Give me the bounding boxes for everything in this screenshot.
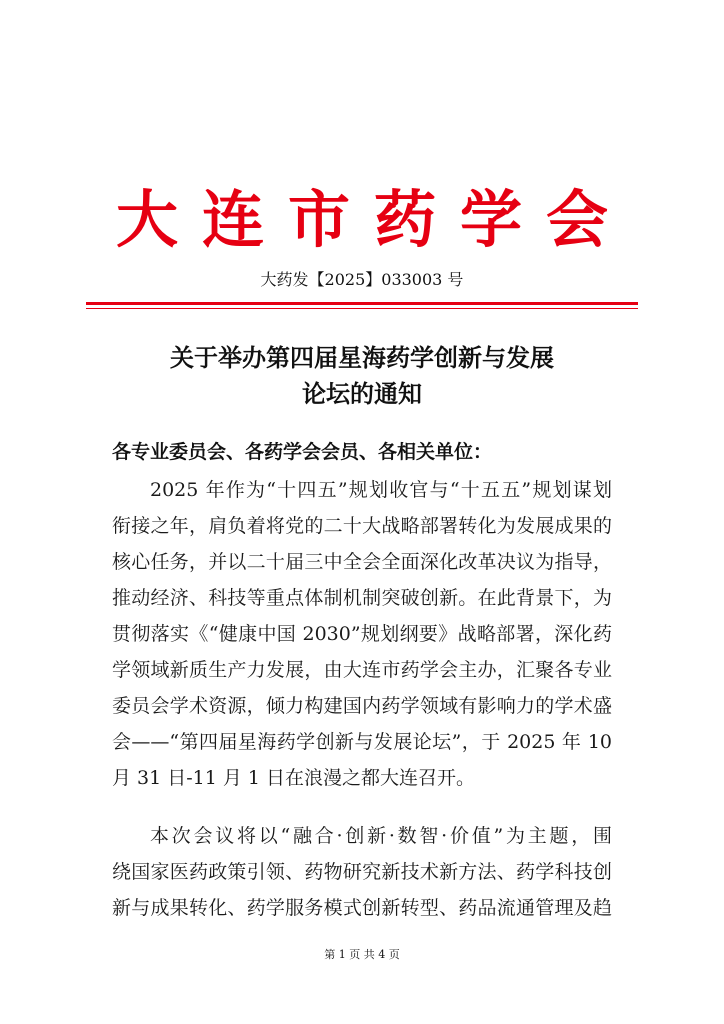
paragraph-line: 会——“第四届星海药学创新与发展论坛”，于 2025 年 10 — [112, 731, 612, 753]
salutation: 各专业委员会、各药学会会员、各相关单位： — [112, 441, 493, 463]
body-paragraph-1 — [112, 472, 612, 796]
paragraph-line: 2025 年作为“十四五”规划收官与“十五五”规划谋划 — [150, 479, 612, 501]
header-divider-thick — [86, 302, 638, 305]
paragraph-line: 核心任务，并以二十届三中全会全面深化改革决议为指导， — [112, 551, 612, 573]
paragraph-line: 绕国家医药政策引领、药物研究新技术新方法、药学科技创 — [112, 861, 612, 883]
page-footer: 第 1 页 共 4 页 — [324, 948, 400, 961]
org-name-header: 大连市药学会 — [115, 183, 632, 256]
paragraph-line: 新与成果转化、药学服务模式创新转型、药品流通管理及趋 — [112, 897, 612, 919]
paragraph-line: 推动经济、科技等重点体制机制突破创新。在此背景下，为 — [112, 587, 612, 609]
notice-title — [0, 340, 724, 412]
paragraph-line: 月 31 日-11 月 1 日在浪漫之都大连召开。 — [112, 767, 476, 789]
body-paragraph-2 — [112, 818, 612, 926]
notice-title-line-2: 论坛的通知 — [302, 380, 422, 408]
paragraph-line: 本次会议将以“融合·创新·数智·价值”为主题，围 — [150, 825, 612, 847]
document-number: 大药发【2025】033003 号 — [260, 270, 464, 289]
paragraph-line: 衔接之年，肩负着将党的二十大战略部署转化为发展成果的 — [112, 515, 612, 537]
header-divider-thin — [86, 308, 638, 309]
paragraph-line: 贯彻落实《“健康中国 2030”规划纲要》战略部署，深化药 — [112, 623, 612, 645]
paragraph-line: 学领域新质生产力发展，由大连市药学会主办，汇聚各专业 — [112, 659, 612, 681]
notice-title-line-1: 关于举办第四届星海药学创新与发展 — [170, 344, 554, 372]
paragraph-line: 委员会学术资源，倾力构建国内药学领域有影响力的学术盛 — [112, 695, 612, 717]
